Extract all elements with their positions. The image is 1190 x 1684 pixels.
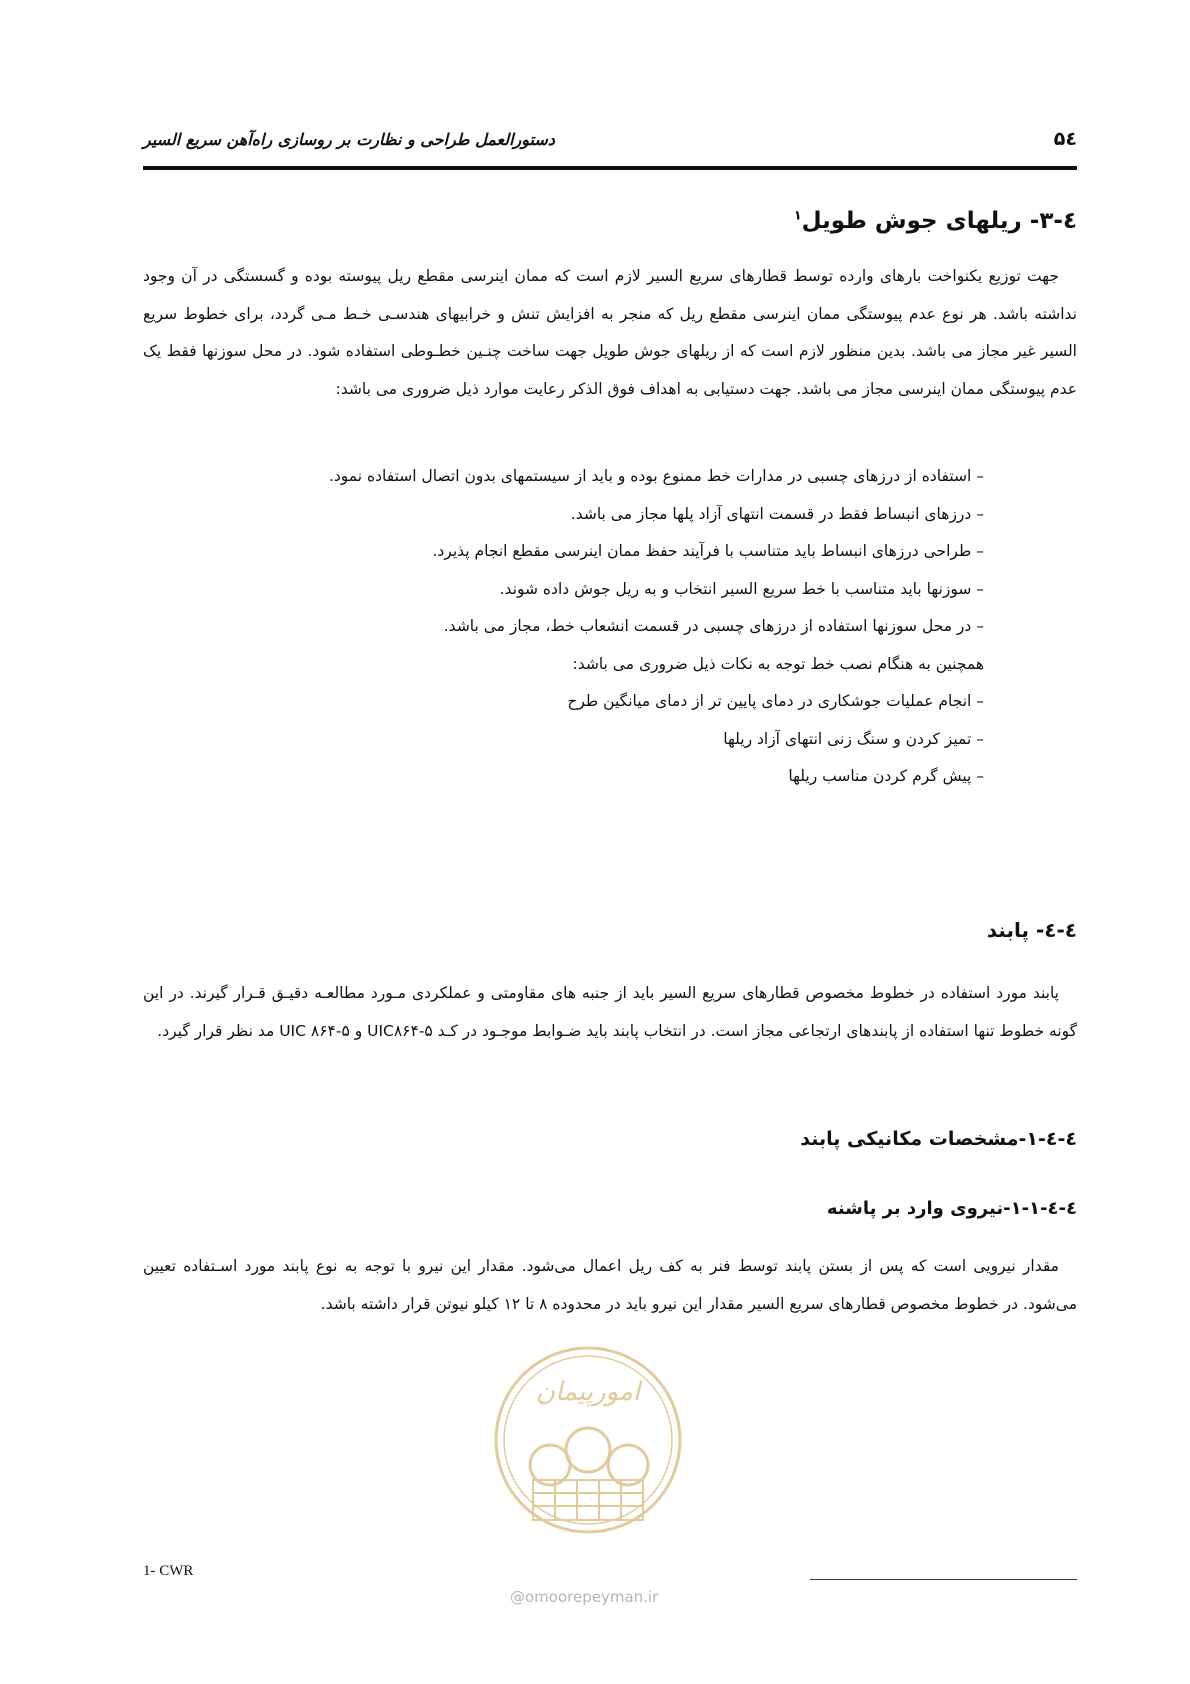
page-header <box>143 128 1077 158</box>
cwr-requirements-list <box>240 458 984 796</box>
cwr-intro-text: جهت توزیع یکنواخت بارهای وارده توسط قطارهای سریع السیر لازم است که ممان اینرسی مقطع ریل پیوسته بوده و گسستگی در آن وجود نداشته باشد. هر نوع عدم پیوستگی ممان اینرسی مقطع ریل که منجر به افزایش تنش و خرابیهای هندسـی خـط مـی گردد، برای خطوط سریع السیر غیر مجاز می باشد. بدین منظور لازم است که از ریلهای جوش طویل جهت ساخت چنـین خطـوطی استفاده شود. در محل سوزنها فقط یک عدم پیوستگی ممان اینرسی مجاز می باشد. جهت دستیابی به اهداف فوق الذکر رعایت موارد ذیل ضروری می باشد: <box>143 267 1077 398</box>
section-heading-cwr-text: ٤-۳- ریلهای جوش طویل <box>801 208 1077 234</box>
fastening-text: پابند مورد استفاده در خطوط مخصوص قطارهای سریع السیر باید از جنبه های مقاومتی و عملکردی مـورد مطالعـه دقیـق قـرار گیرند. در این گونه خطوط تنها استفاده از پابندهای ارتجاعی مجاز است. در انتخاب پابند باید ضـوابط موجـود در کـد UIC۸۶۴-۵ و UIC ۸۶۴-۵ مد نظر قرار گیرد. <box>143 984 1077 1040</box>
list-item: – طراحی درزهای انبساط باید متناسب با فرآیند حفظ ممان اینرسی مقطع انجام پذیرد. <box>432 542 984 560</box>
running-title: دستورالعمل طراحی و نظارت بر روسازی راه‌آهن سریع السیر <box>143 130 555 149</box>
force-paragraph <box>143 1248 1077 1323</box>
cwr-intro-paragraph <box>143 258 1077 408</box>
footnote-text: 1- CWR <box>143 1563 194 1579</box>
list-item: – سوزنها باید متناسب با خط سریع السیر انتخاب و به ریل جوش داده شوند. <box>499 579 984 598</box>
watermark-url: @omoorepeyman.ir <box>510 1588 659 1606</box>
watermark-logo <box>488 1340 688 1580</box>
list-item: – درزهای انبساط فقط در قسمت انتهای آزاد پلها مجاز می باشد. <box>570 504 984 523</box>
page-number: ۵٤ <box>1053 128 1077 150</box>
list-item: – استفاده از درزهای چسبی در مدارات خط ممنوع بوده و باید از سیستمهای بدون اتصال استفاده نمود. <box>328 467 984 485</box>
install-intro: همچنین به هنگام نصب خط توجه به نکات ذیل ضروری می باشد: <box>572 654 984 673</box>
force-text: مقدار نیرویی است که پس از بستن پابند توسط فنر به کف ریل اعمال می‌شود. مقدار این نیرو با توجه به نوع پابند مورد اسـتفاده تعیین می‌شود. در خطوط مخصوص قطارهای سریع السیر مقدار این نیرو باید در محدوده ۸ تا ۱۲ کیلو نیوتن قرار داشته باشد. <box>143 1257 1077 1313</box>
list-item: – در محل سوزنها استفاده از درزهای چسبی در قسمت انشعاب خط، مجاز می باشد. <box>443 617 984 635</box>
watermark-logo-text: امورپیمان <box>535 1377 641 1407</box>
section-heading-cwr <box>794 208 1077 234</box>
section-heading-mechanical: ٤-٤-۱-مشخصات مکانیکی پابند <box>800 1128 1077 1150</box>
footnote-reference: ۱ <box>793 208 802 224</box>
list-item: – تمیز کردن و سنگ زنی انتهای آزاد ریلها <box>723 729 984 748</box>
header-divider <box>143 166 1077 170</box>
section-heading-force: ٤-٤-۱-۱-نیروی وارد بر پاشنه <box>826 1198 1077 1219</box>
footnote-divider <box>810 1579 1077 1580</box>
section-heading-fastening: ٤-٤- پابند <box>986 918 1077 942</box>
fastening-paragraph <box>143 975 1077 1050</box>
list-item: – پیش گرم کردن مناسب ریلها <box>788 767 984 785</box>
list-item: – انجام عملیات جوشکاری در دمای پایین تر از دمای میانگین طرح <box>567 692 984 710</box>
